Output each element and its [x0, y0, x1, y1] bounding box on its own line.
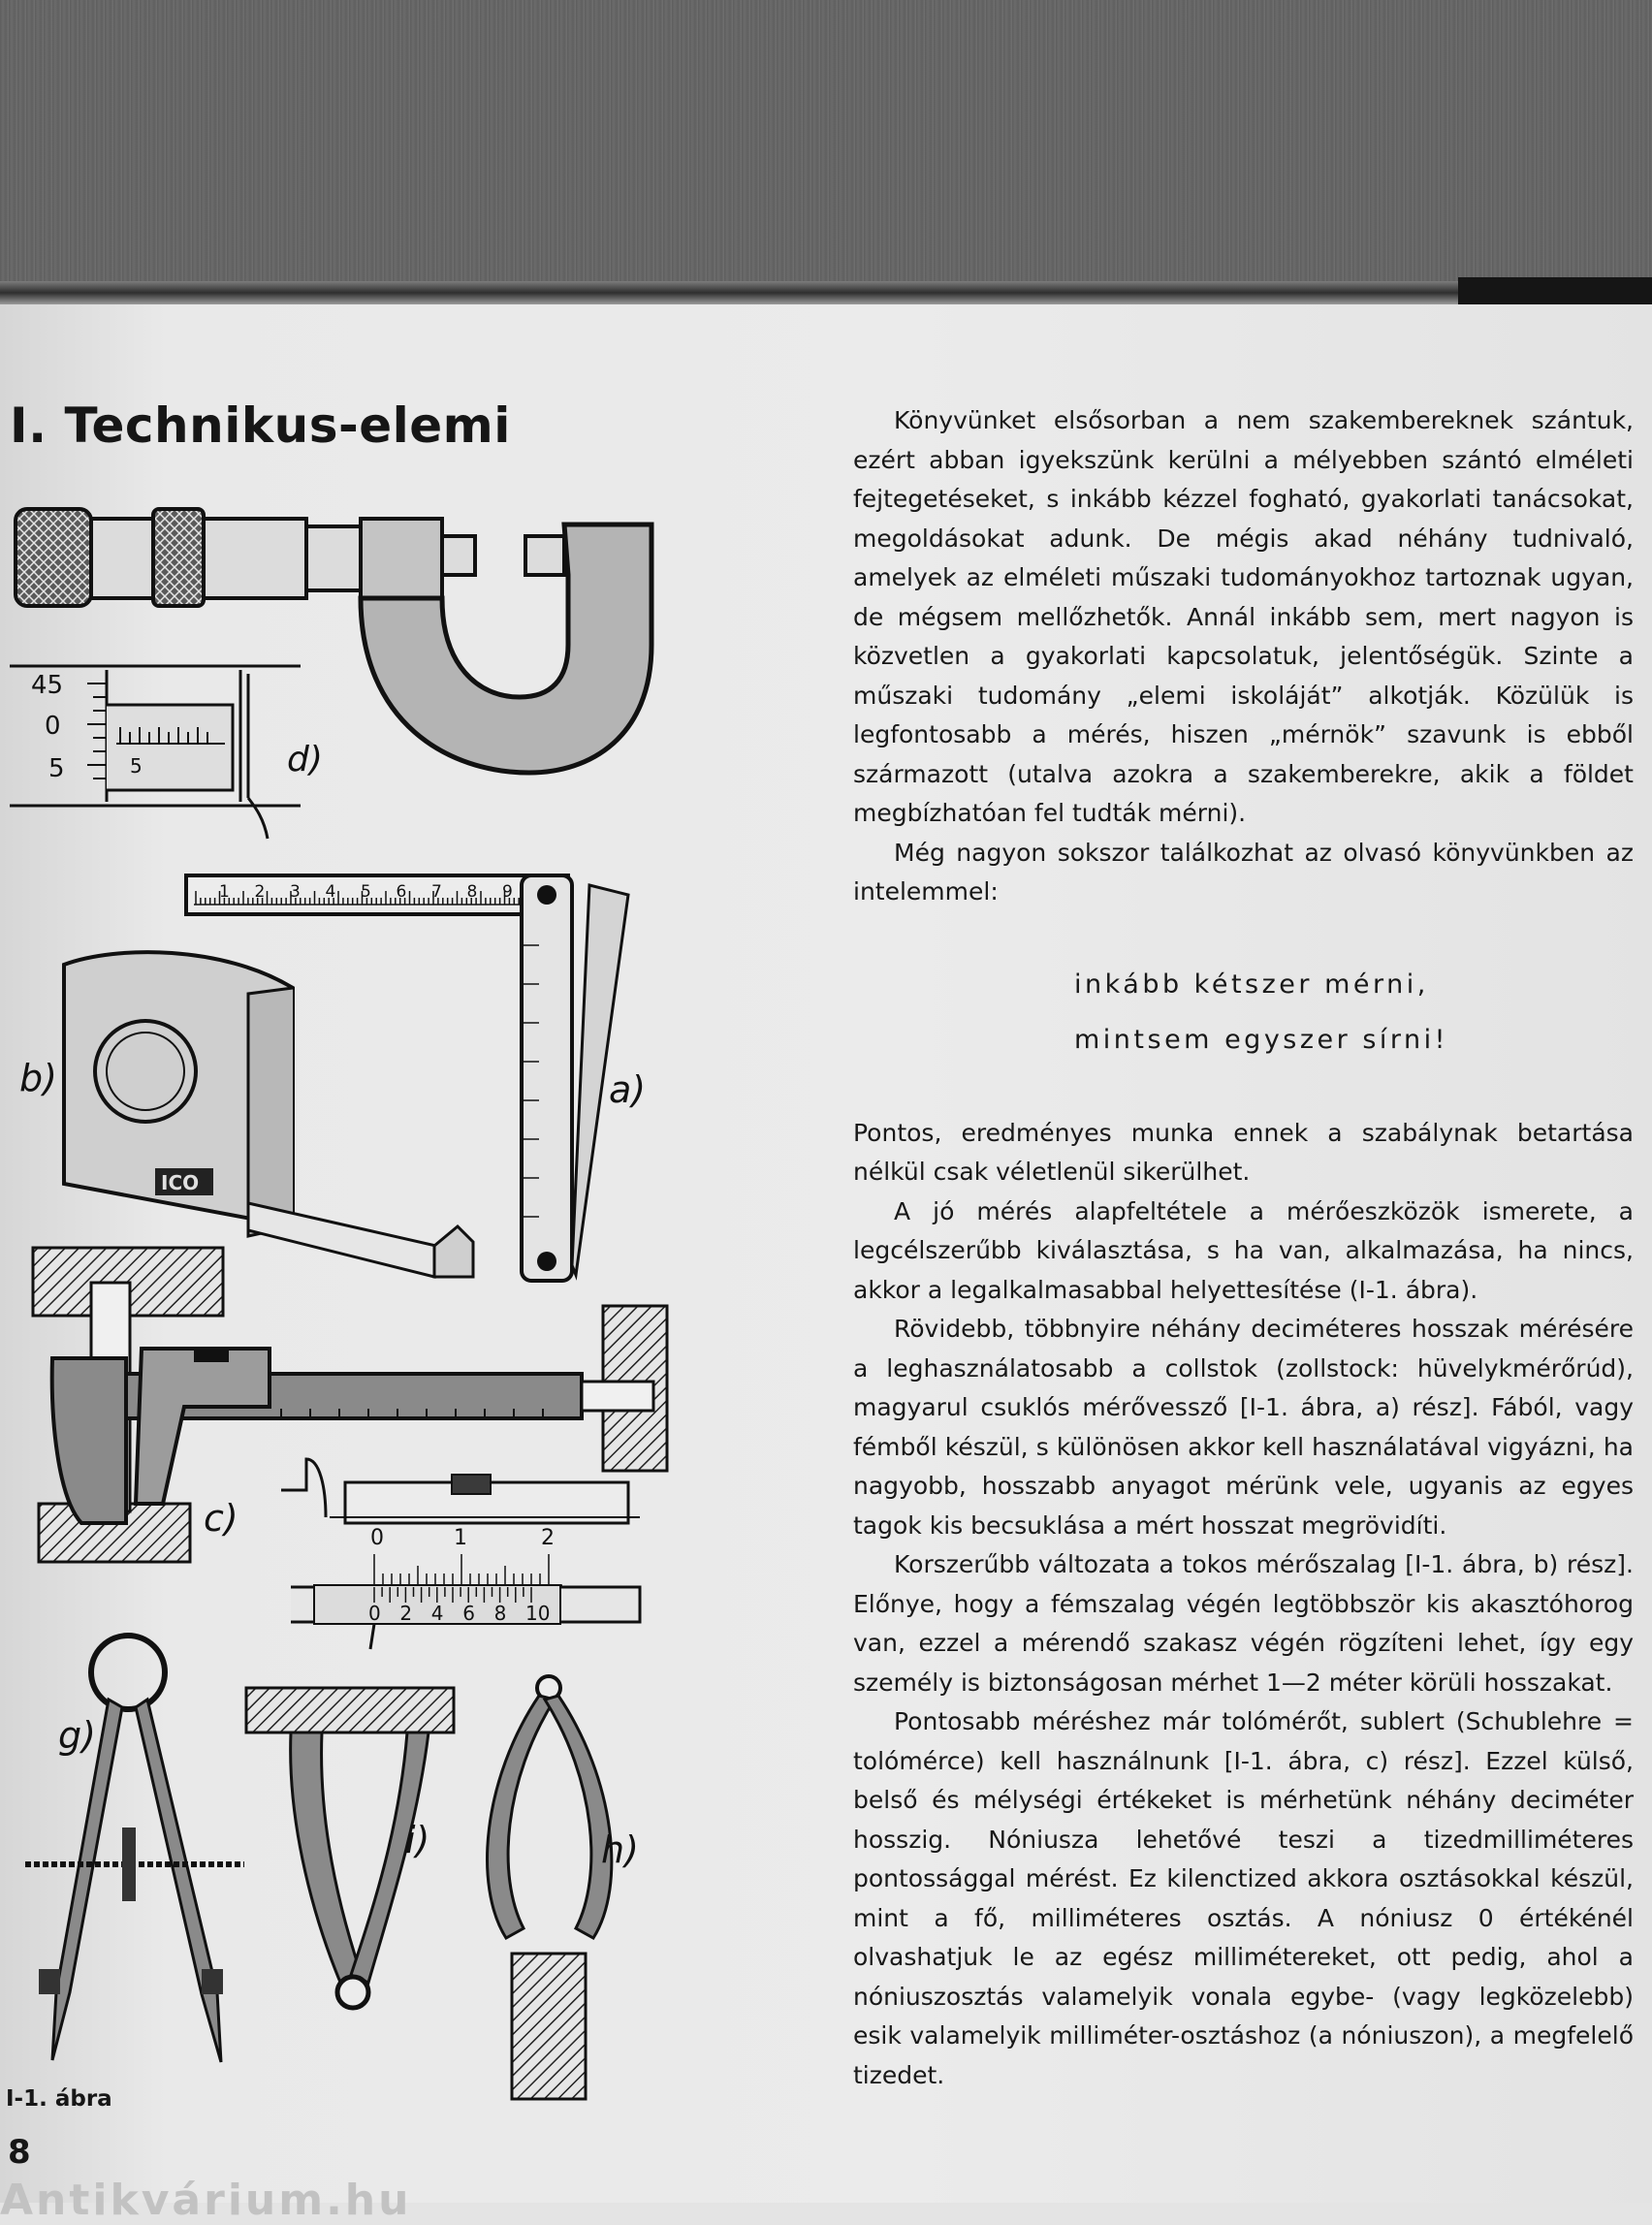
paragraph: Pontosabb méréshez már tolómérőt, sublert (Schublehre = tolómérce) kell használnunk [I-1. ábra, c) rész]. Ezzel külső, belső és mélységi értékeket is mérhetünk néhány deciméter hosszig. Nóniusza lehetővé teszi a tizedmilliméteres pontossággal mérést. Ez kilenctized akkora osztásokkal készül, mint a fő, milliméteres osztás. A nóniusz 0 értékénél olvashatjuk le az egész millimétereket, ott pedig, ahol a nóniuszosztás valamelyik vonala egybe- (vagy legközelebb) esik valamelyik milliméter-osztáshoz (a nóniuszon), a megfelelő tizedet. — [853, 1707, 1634, 2089]
ruler-label: 5 — [361, 882, 371, 902]
ruler-label: 3 — [290, 882, 301, 902]
vernier-main-label: 0 — [370, 1526, 384, 1550]
vernier-main-label: 2 — [541, 1526, 555, 1550]
ruler-label: 6 — [396, 882, 407, 902]
figure-label-a: a) — [609, 1068, 647, 1111]
paragraph: Még nagyon sokszor találkozhat az olvasó könyvünkben az intelemmel: — [853, 838, 1634, 906]
figure-label-h: h) — [601, 1828, 639, 1871]
figure-label-i: i) — [405, 1819, 430, 1861]
chapter-title: I. Technikus-elemi — [10, 397, 511, 454]
tape-measure-drawing — [19, 952, 473, 1277]
micrometer-scale-label: 5 — [48, 754, 65, 783]
quote-line: mintsem egyszer sírni! — [1074, 1024, 1448, 1055]
figure-label-b: b) — [19, 1057, 57, 1099]
figure-label-g: g) — [58, 1714, 96, 1757]
page-number: 8 — [8, 2133, 31, 2172]
quote-line: inkább kétszer mérni, — [1074, 969, 1429, 1000]
ruler-label: 1 — [219, 882, 230, 902]
micrometer-scale-label: 45 — [31, 671, 64, 700]
vernier-caliper-drawing — [33, 1248, 667, 1649]
book-cover-corner — [1458, 277, 1652, 306]
ruler-label: 4 — [325, 882, 336, 902]
vernier-sub-label: 4 — [430, 1602, 444, 1625]
ruler-label: 9 — [502, 882, 513, 902]
quote-block — [853, 957, 1634, 1067]
vernier-sub-label: 0 — [368, 1602, 381, 1625]
tape-brand-label: ICO — [161, 1171, 200, 1194]
micrometer-sleeve-label: 5 — [130, 754, 143, 778]
paragraph: Korszerűbb változata a tokos mérőszalag [I-1. ábra, b) rész]. Előnye, hogy a fémszalag végén legtöbbször kis akasztóhorog van, ezzel a mérendő szakasz végén rögzíteni lehet, így egy személy is biztonságosan mérhet 1—2 méter körüli hosszakat. — [853, 1550, 1634, 1697]
figure-label-d: d) — [287, 740, 323, 779]
figure-caption: I-1. ábra — [6, 2086, 112, 2112]
ruler-label: 8 — [466, 882, 478, 902]
background-surface — [0, 0, 1652, 291]
outside-caliper-drawing — [488, 1676, 639, 2099]
vernier-sub-label: 2 — [399, 1602, 413, 1625]
paragraph: Rövidebb, többnyire néhány deciméteres hosszak mérésére a leghasználatosabb a collstok (zollstock: hüvelykmérőrúd), magyarul csuklós mérővessző [I-1. ábra, a) rész]. Fából, vagy fémből készül, s különösen akkor kell használatával vigyázni, ha nagyobb, hosszabb anyagot mérünk vele, ugyanis az egyes tagok kis becsuklása a mért hosszat megrövidíti. — [853, 1315, 1634, 1540]
paragraph: Pontos, eredményes munka ennek a szabálynak betartása nélkül csak véletlenül sikerülhet. — [853, 1118, 1634, 1186]
vernier-main-label: 1 — [454, 1526, 467, 1550]
ruler-label: 7 — [431, 882, 442, 902]
dividers-drawing — [25, 1636, 244, 2062]
micrometer-scale-label: 0 — [45, 712, 61, 741]
inside-caliper-drawing — [246, 1688, 454, 2008]
micrometer-scale-detail — [10, 666, 323, 839]
paragraph: A jó mérés alapfeltétele a mérőeszközök ismerete, a legcélszerűbb kiválasztása, s ha van, alkalmazása, ha nincs, akkor a legalkalmasabbal helyettesítése (I-1. ábra). — [853, 1196, 1634, 1304]
body-text-column — [853, 401, 1634, 2095]
vernier-sub-label: 8 — [493, 1602, 507, 1625]
ruler-label: 2 — [254, 882, 266, 902]
figure-label-c: c) — [204, 1497, 238, 1540]
figure-measuring-tools — [0, 490, 698, 2109]
vernier-sub-label: 6 — [462, 1602, 475, 1625]
watermark: Antikvárium.hu — [0, 2176, 412, 2225]
paragraph: Könyvünket elsősorban a nem szakembereknek szántuk, ezért abban igyekszünk kerülni a mélyebben szántó elméleti fejtegetéseket, s inkább kézzel fogható, gyakorlati tanácsokat, megoldásokat adunk. De mégis akad néhány tudnivaló, amelyek az elméleti műszaki tudományokhoz tartoznak ugyan, de mégsem mellőzhetők. Annál inkább sem, mert nagyon is közvetlen a gyakorlati kapcsolatuk, jelentőségük. Szinte a műszaki tudomány „elemi iskoláját” alkotják. Közülük is legfontosabb a mérés, hiszen „mérnök” szavunk is ebből származott (utalva azokra a szakemberekre, akik a földet megbízhatóan fel tudták mérni). — [853, 406, 1634, 827]
vernier-sub-label: 10 — [525, 1602, 551, 1625]
book-cover-edge — [0, 281, 1652, 304]
